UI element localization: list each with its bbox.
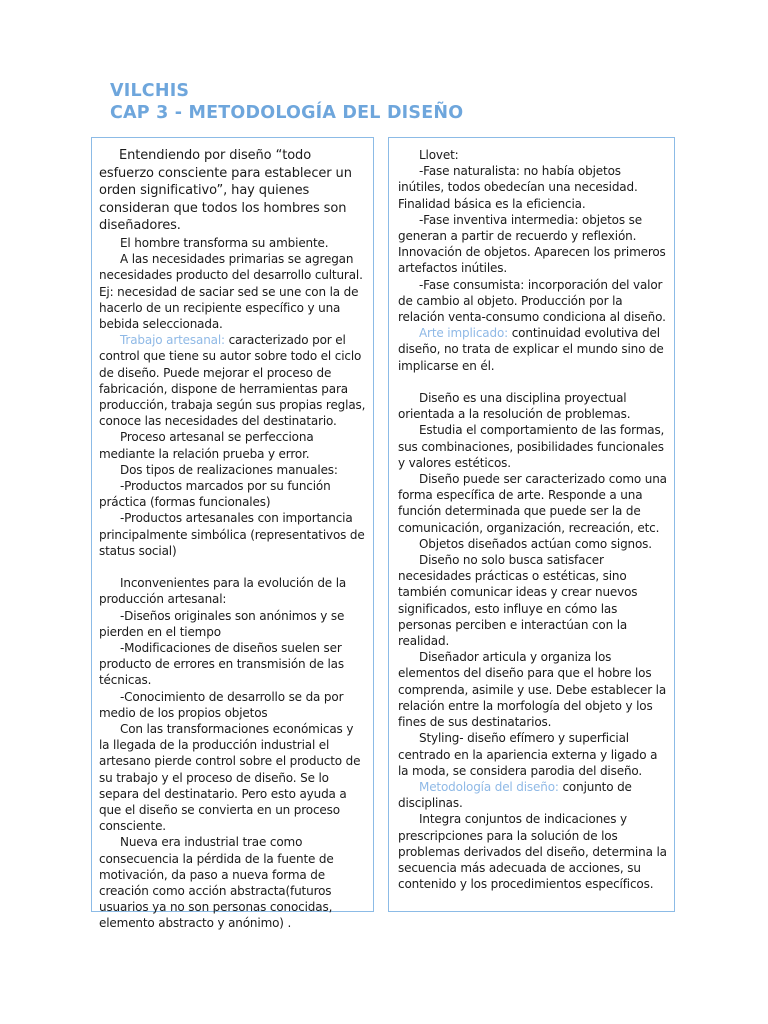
- paragraph: -Productos marcados por su función práctica (formas funcionales): [99, 479, 331, 510]
- highlighted-term: Arte implicado:: [419, 326, 509, 341]
- paragraph: Con las transformaciones económicas y la llegada de la producción industrial el artesano pierde control sobre el producto de su trabajo y el proceso de diseño. Se lo separa del destinatario. Pero esto ayuda a que el diseño se convierta en un proceso consciente.: [99, 722, 361, 834]
- chapter-title: CAP 3 - METODOLOGÍA DEL DISEÑO: [110, 103, 464, 123]
- paragraph: -Productos artesanales con importancia principalmente simbólica (representativos de status social): [99, 511, 365, 558]
- right-column: [388, 137, 675, 912]
- paragraph: Diseño es una disciplina proyectual orientada a la resolución de problemas.: [398, 391, 631, 422]
- paragraph: Proceso artesanal se perfecciona mediante la relación prueba y error.: [99, 430, 314, 461]
- paragraph: -Conocimiento de desarrollo se da por medio de los propios objetos: [99, 689, 344, 720]
- paragraph: -Fase inventiva intermedia: objetos se generan a partir de recuerdo y reflexión. Innovación de objetos. Aparecen los primeros artefactos inútiles.: [398, 212, 666, 276]
- paragraph: [398, 779, 668, 811]
- paragraph: Estudia el comportamiento de las formas, sus combinaciones, posibilidades funcionales y valores estéticos.: [398, 423, 665, 470]
- paragraph: [99, 332, 366, 429]
- paragraph: El hombre transforma su ambiente.: [120, 235, 329, 250]
- paragraph: A las necesidades primarias se agregan necesidades producto del desarrollo cultural. Ej: necesidad de saciar sed se une con la de hacerlo de un recipiente específico y una bebida seleccionada.: [99, 252, 363, 331]
- paragraph: Diseño puede ser caracterizado como una forma específica de arte. Responde a una función determinada que puede ser la de comunicación, organización, recreación, etc.: [398, 472, 667, 535]
- highlighted-term: Trabajo artesanal:: [120, 333, 225, 348]
- paragraph-text: conjunto de disciplinas.: [398, 779, 632, 811]
- paragraph: Inconvenientes para la evolución de la producción artesanal:: [99, 576, 347, 607]
- paragraph: Nueva era industrial trae como consecuencia la pérdida de la fuente de motivación, da paso a nueva forma de creación como acción abstracta(futuros usuarios ya no son personas conocidas, elemento abstracto y anónimo) .: [99, 835, 334, 931]
- paragraph: Dos tipos de realizaciones manuales:: [120, 462, 338, 477]
- paragraph: [398, 325, 668, 374]
- paragraph: Diseñador articula y organiza los elementos del diseño para que el hobre los comprenda, asimile y use. Debe establecer la relación entre la morfología del objeto y los fines de sus destinatarios.: [398, 650, 667, 730]
- paragraph: -Fase consumista: incorporación del valor de cambio al objeto. Producción por la relación venta-consumo condiciona al diseño.: [398, 277, 666, 325]
- paragraph: -Diseños originales son anónimos y se pierden en el tiempo: [99, 608, 345, 639]
- paragraph: Integra conjuntos de indicaciones y prescripciones para la solución de los problemas derivados del diseño, determina la secuencia más adecuada de acciones, su contenido y los procedimientos específicos.: [398, 812, 667, 892]
- paragraph: Objetos diseñados actúan como signos.: [419, 536, 652, 551]
- paragraph: Styling- diseño efímero y superficial centrado en la apariencia externa y ligado a la moda, se considera parodia del diseño.: [398, 731, 658, 778]
- paragraph: -Modificaciones de diseños suelen ser producto de errores en transmisión de las técnicas.: [99, 641, 344, 688]
- paragraph: Entendiendo por diseño “todo esfuerzo consciente para establecer un orden significativo”, hay quienes consideran que todos los hombres son diseñadores.: [99, 148, 352, 234]
- page-header: [110, 80, 463, 124]
- paragraph: -Fase naturalista: no había objetos inútiles, todos obedecían una necesidad. Finalidad básica es la eficiencia.: [398, 164, 638, 211]
- highlighted-term: Metodología del diseño:: [419, 779, 559, 794]
- paragraph-text: caracterizado por el control que tiene su autor sobre todo el ciclo de diseño. Puede mejorar el proceso de fabricación, dispone de herramientas para producción, trabaja según sus propias reglas, conoce las necesidades del destinatario.: [99, 333, 366, 429]
- left-column: [91, 137, 374, 931]
- paragraph-text: continuidad evolutiva del diseño, no trata de explicar el mundo sino de implicarse en él.: [398, 326, 664, 373]
- paragraph: Llovet:: [419, 148, 459, 162]
- author-title: VILCHIS: [110, 81, 190, 101]
- paragraph: Diseño no solo busca satisfacer necesidades prácticas o estéticas, sino también comunicar ideas y crear nuevos significados, esto influye en cómo las personas perciben e interactúan con la realidad.: [398, 553, 638, 649]
